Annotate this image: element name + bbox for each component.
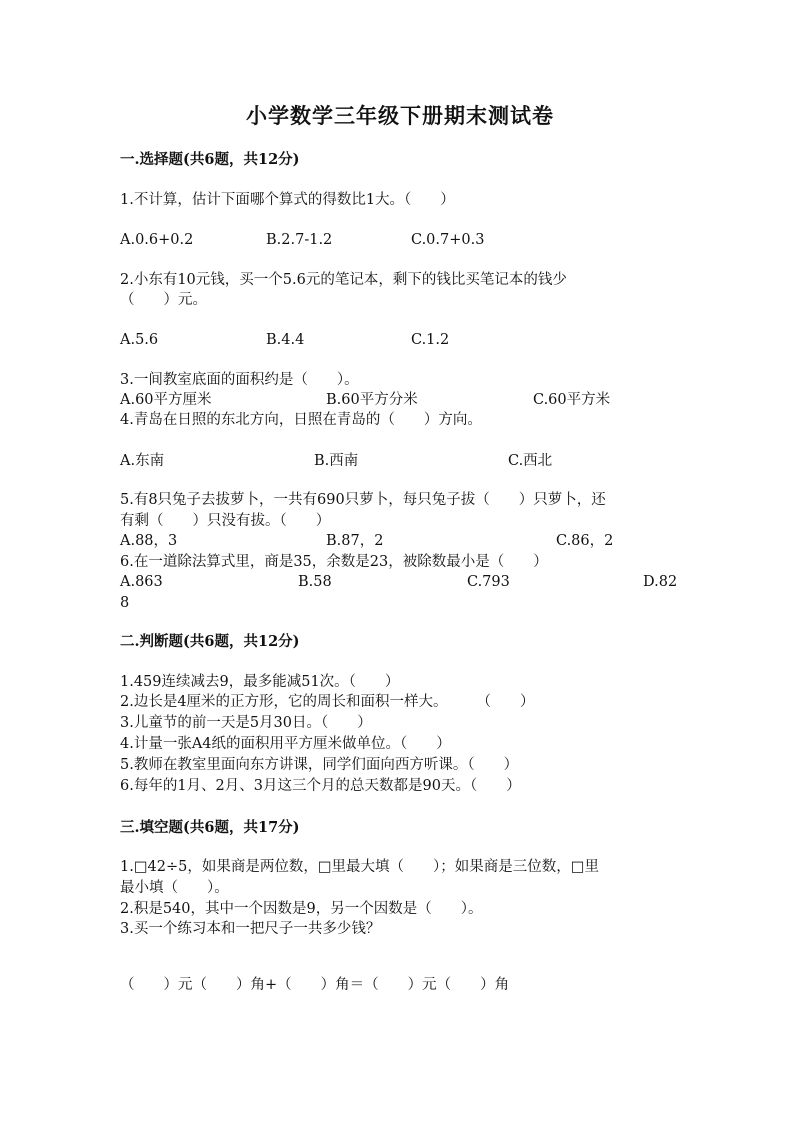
judge-item-2: 2.边长是4厘米的正方形，它的周长和面积一样大。 （ ） (120, 694, 535, 710)
question-1-option-a: A.0.6+0.2 (120, 232, 194, 248)
question-4-stem: 4.青岛在日照的东北方向，日照在青岛的（ ）方向。 (120, 412, 482, 428)
question-4-option-a: A.东南 (120, 453, 165, 469)
question-2-option-c: C.1.2 (411, 332, 450, 348)
question-3-option-a: A.60平方厘米 (120, 392, 212, 408)
question-3-option-c: C.60平方米 (533, 392, 611, 408)
question-2-stem-line2: （ ）元。 (120, 292, 207, 308)
question-6-option-d-line2: 8 (120, 595, 130, 611)
section-heading-choice: 一.选择题(共6题，共12分) (120, 151, 300, 168)
question-1-stem: 1.不计算，估计下面哪个算式的得数比1大。（ ） (120, 192, 455, 208)
question-4-option-b: B.西南 (314, 453, 359, 469)
fill-question-2: 2.积是540，其中一个因数是9，另一个因数是（ ）。 (120, 901, 483, 917)
question-6-stem: 6.在一道除法算式里，商是35，余数是23，被除数最小是（ ） (120, 554, 548, 570)
fill-question-1-line2: 最小填（ ）。 (120, 880, 229, 896)
fill-question-3-answer-line: （ ）元（ ）角+（ ）角＝（ ）元（ ）角 (120, 977, 510, 993)
question-6-option-b: B.58 (298, 574, 332, 590)
question-3-option-b: B.60平方分米 (326, 392, 418, 408)
question-6-option-a: A.863 (120, 574, 163, 590)
question-6-option-c: C.793 (467, 574, 510, 590)
judge-item-6: 6.每年的1月、2月、3月这三个月的总天数都是90天。（ ） (120, 778, 521, 794)
question-2-stem-line1: 2.小东有10元钱，买一个5.6元的笔记本，剩下的钱比买笔记本的钱少 (120, 272, 567, 288)
question-5-option-b: B.87，2 (326, 533, 384, 549)
question-3-stem: 3.一间教室底面的面积约是（ ）。 (120, 372, 359, 388)
judge-item-1: 1.459连续减去9，最多能减51次。（ ） (120, 674, 400, 690)
section-heading-judge: 二.判断题(共6题，共12分) (120, 633, 300, 650)
question-2-option-a: A.5.6 (120, 332, 159, 348)
fill-question-3: 3.买一个练习本和一把尺子一共多少钱？ (120, 921, 381, 937)
question-5-stem-line1: 5.有8只兔子去拔萝卜，一共有690只萝卜，每只兔子拔（ ）只萝卜，还 (120, 492, 606, 508)
question-1-option-b: B.2.7-1.2 (266, 232, 333, 248)
page-title: 小学数学三年级下册期末测试卷 (246, 103, 554, 128)
question-6-option-d-line1: D.82 (643, 574, 678, 590)
question-5-option-a: A.88，3 (120, 533, 178, 549)
fill-question-1-line1: 1.□42÷5，如果商是两位数，□里最大填（ ）；如果商是三位数，□里 (120, 859, 600, 875)
question-4-option-c: C.西北 (508, 453, 553, 469)
question-2-option-b: B.4.4 (266, 332, 305, 348)
judge-item-4: 4.计量一张A4纸的面积用平方厘米做单位。（ ） (120, 736, 451, 752)
judge-item-5: 5.教师在教室里面向东方讲课，同学们面向西方听课。（ ） (120, 757, 519, 773)
question-1-option-c: C.0.7+0.3 (411, 232, 485, 248)
question-5-stem-line2: 有剩（ ）只没有拔。（ ） (120, 513, 331, 529)
section-heading-fill: 三.填空题(共6题，共17分) (120, 819, 300, 836)
judge-item-3: 3.儿童节的前一天是5月30日。（ ） (120, 715, 372, 731)
question-5-option-c: C.86，2 (556, 533, 614, 549)
